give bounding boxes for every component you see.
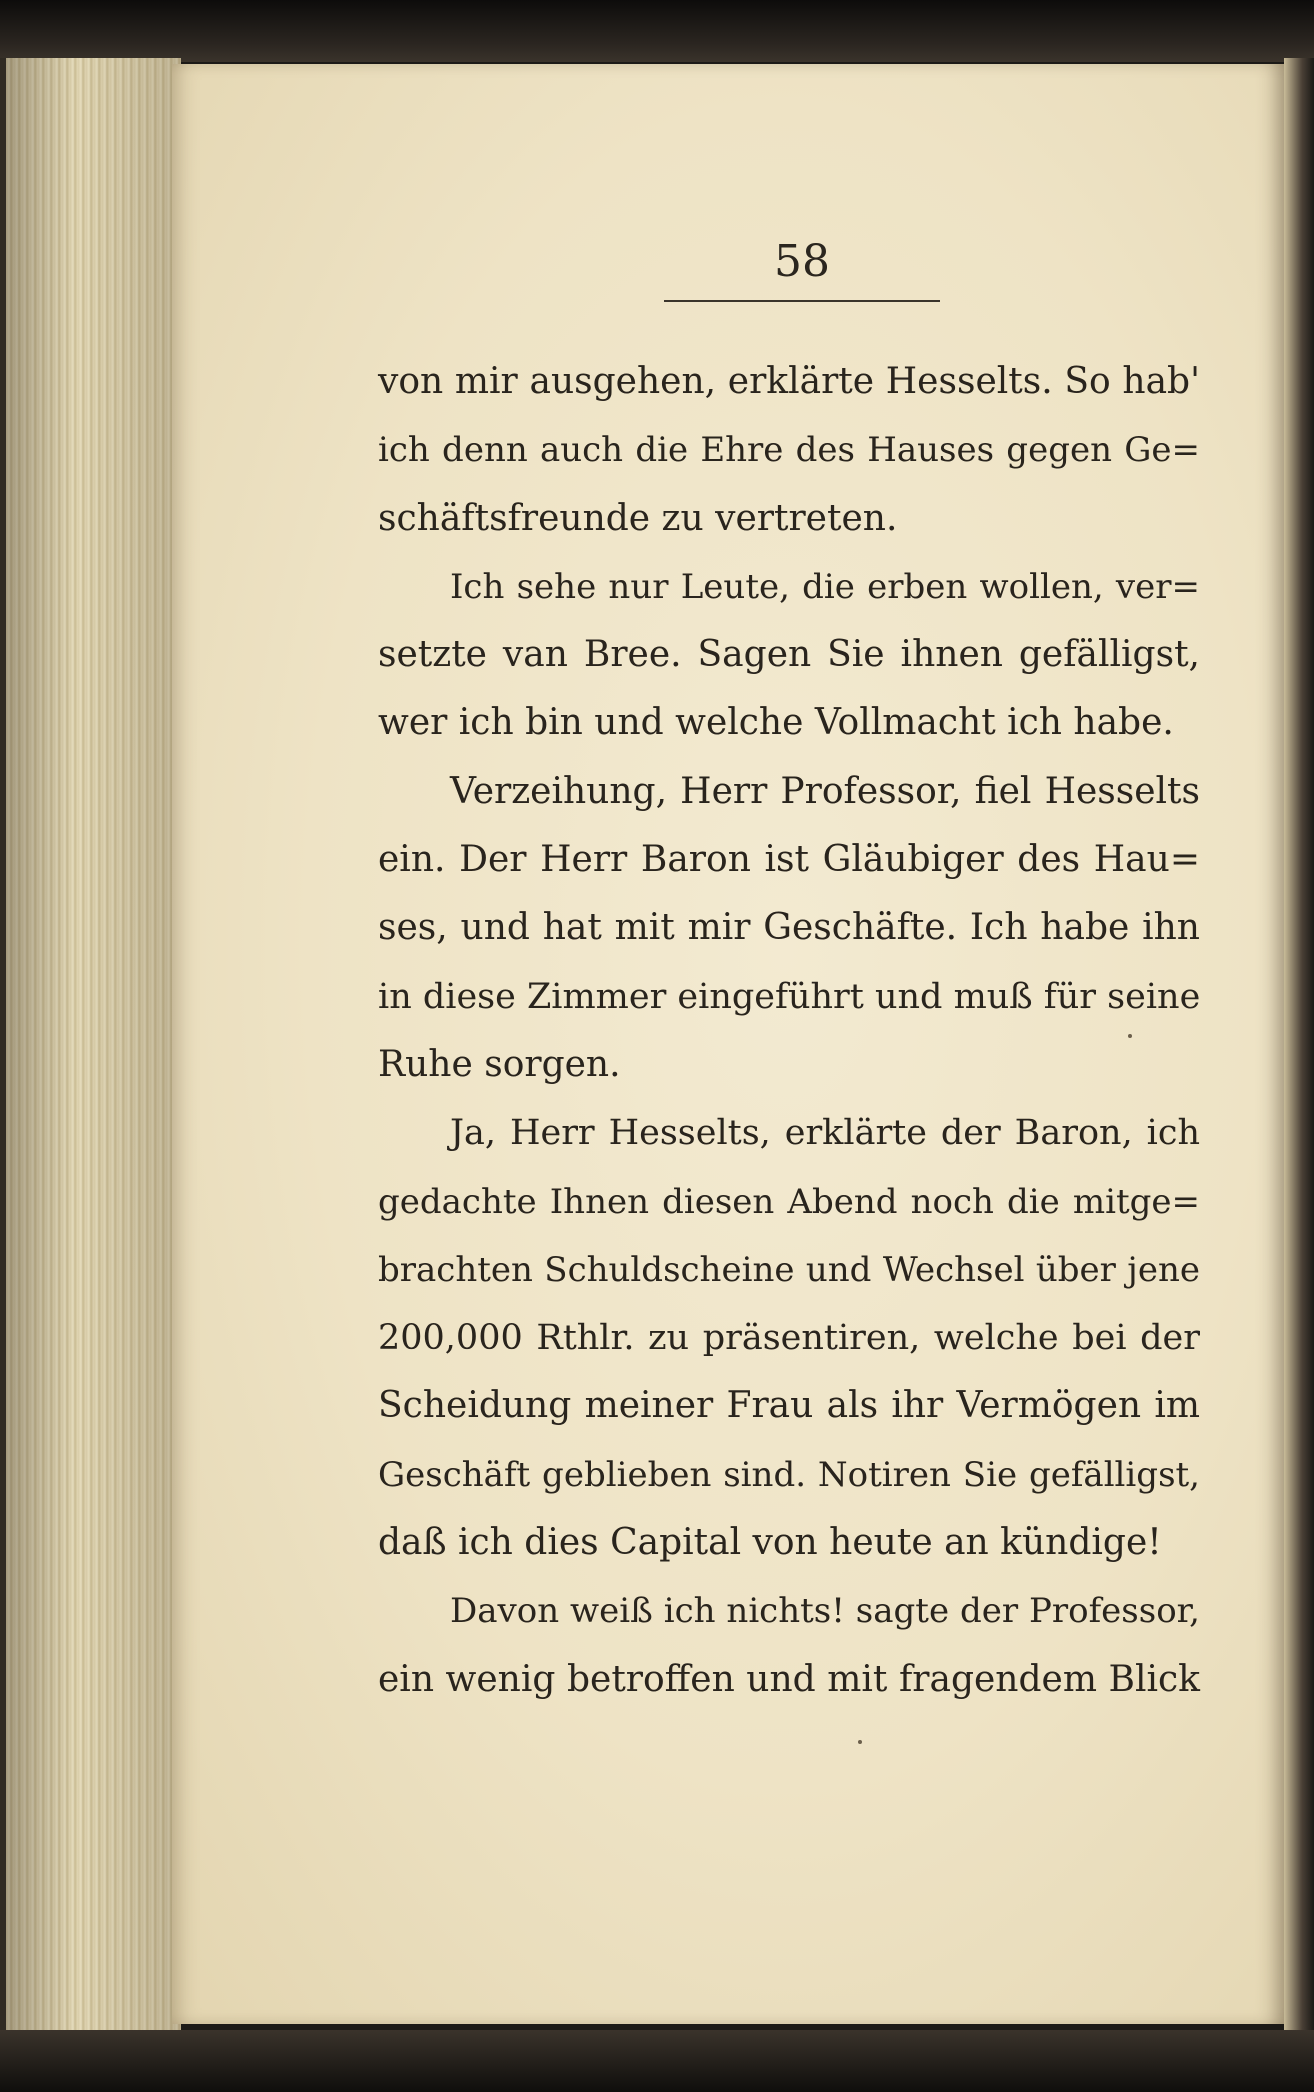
paper-speck [858, 1740, 862, 1744]
body-text [378, 348, 1200, 1714]
text-line: in diese Zimmer eingeführt und muß für seine [378, 976, 1201, 1017]
text-line: Geschäft geblieben sind. Notiren Sie gefälligst, [378, 1454, 1200, 1495]
scan-top-border [0, 0, 1314, 62]
text-line: Verzeihung, Herr Professor, fiel Hesselts [450, 770, 1200, 812]
text-line: schäftsfreunde zu vertreten. [378, 497, 898, 539]
text-line: Scheidung meiner Frau als ihr Vermögen im [378, 1385, 1200, 1427]
text-line: Ich sehe nur Leute, die erben wollen, ver= [450, 566, 1200, 607]
text-line: brachten Schuldscheine und Wechsel über jene [378, 1249, 1200, 1290]
header-rule [664, 300, 940, 302]
text-line: ein. Der Herr Baron ist Gläubiger des Hau= [378, 839, 1200, 881]
text-line: Davon weiß ich nichts! sagte der Professor, [450, 1591, 1200, 1632]
text-line: ich denn auch die Ehre des Hauses gegen Ge= [378, 430, 1200, 471]
text-line: daß ich dies Capital von heute an kündige! [378, 1522, 1162, 1564]
scan-bottom-border [0, 2030, 1314, 2092]
text-line: setzte van Bree. Sagen Sie ihnen gefälligst, [378, 634, 1200, 676]
text-line: ein wenig betroffen und mit fragendem Blick [378, 1658, 1200, 1700]
text-line: ses, und hat mit mir Geschäfte. Ich habe ihn [378, 907, 1200, 949]
text-line: 200,000 Rthlr. zu präsentiren, welche bei der [378, 1318, 1200, 1359]
text-line: wer ich bin und welche Vollmacht ich habe. [378, 702, 1174, 744]
page-edges [0, 58, 181, 2033]
text-line: Ja, Herr Hesselts, erklärte der Baron, ich [450, 1113, 1200, 1154]
text-line: von mir ausgehen, erklärte Hesselts. So hab' [378, 361, 1200, 402]
book-cover-edge [1284, 58, 1314, 2033]
page-number: 58 [774, 236, 830, 287]
text-line: gedachte Ihnen diesen Abend noch die mitge= [378, 1181, 1200, 1222]
paper-speck [1128, 1034, 1132, 1038]
text-line: Ruhe sorgen. [378, 1043, 621, 1085]
